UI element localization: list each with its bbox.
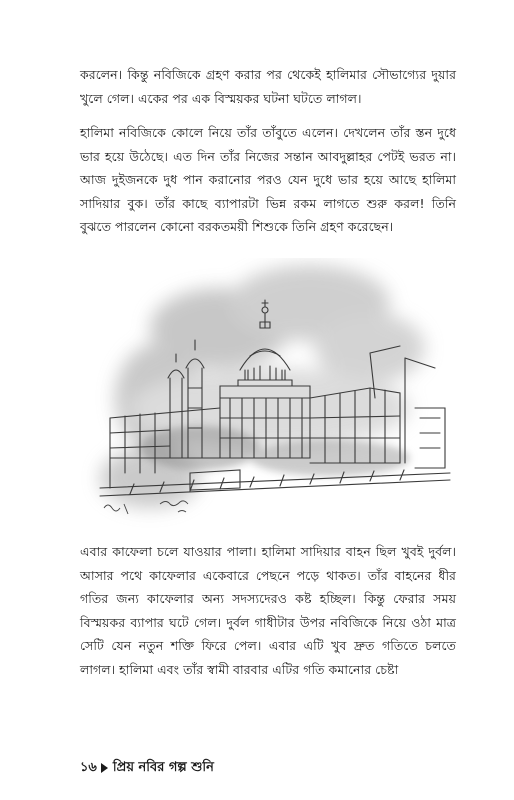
play-triangle-icon [101, 763, 108, 773]
paragraph-1: করলেন। কিন্তু নবিজিকে গ্রহণ করার পর থেকেই হালিমার সৌভাগ্যের দুয়ার খুলে গেল। একের পর এক বিস্ময়কর ঘটনা ঘটতে লাগল। [80, 67, 456, 106]
domed-building-sketch-icon [70, 258, 462, 534]
paragraph-2: হালিমা নবিজিকে কোলে নিয়ে তাঁর তাঁবুতে এলেন। দেখলেন তাঁর স্তন দুধে ভার হয়ে উঠেছে। এত দিন তাঁর নিজের সন্তান আবদুল্লাহর পেটই ভরত না। আজ দুইজনকে দুধ পান করানোর পরও যেন দুধে ভার হয়ে আছে হালিমা সাদিয়ার বুক। তাঁর কাছে ব্যাপারটা ভিন্ন রকম লাগতে শুরু করল! তিনি বুঝতে পারলেন কোনো বরকতময়ী শিশুকে তিনি গ্রহণ করেছেন। [80, 125, 456, 235]
paragraph-3: এবার কাফেলা চলে যাওয়ার পালা। হালিমা সাদিয়ার বাহন ছিল খুবই দুর্বল। আসার পথে কাফেলার একেবারে পেছনে পড়ে থাকত। তাঁর বাহনের ধীর গতির জন্য কাফেলার অন্য সদস্যদেরও কষ্ট হচ্ছিল। কিন্তু ফেরার সময় বিস্ময়কর ব্যাপার ঘটে গেল। দুর্বল গাধীটার উপর নবিজিকে নিয়ে ওঠা মাত্র সেটি যেন নতুন শক্তি ফিরে পেল। এবার এটি খুব দ্রুত গতিতে চলতে লাগল। হালিমা এবং তাঁর স্বামী বারবার এটির গতি কমানোর চেষ্টা [80, 544, 456, 677]
page-footer [80, 757, 214, 779]
book-title: প্রিয় নবির গল্প শুনি [112, 759, 214, 775]
page-number: ১৬ [80, 759, 97, 775]
